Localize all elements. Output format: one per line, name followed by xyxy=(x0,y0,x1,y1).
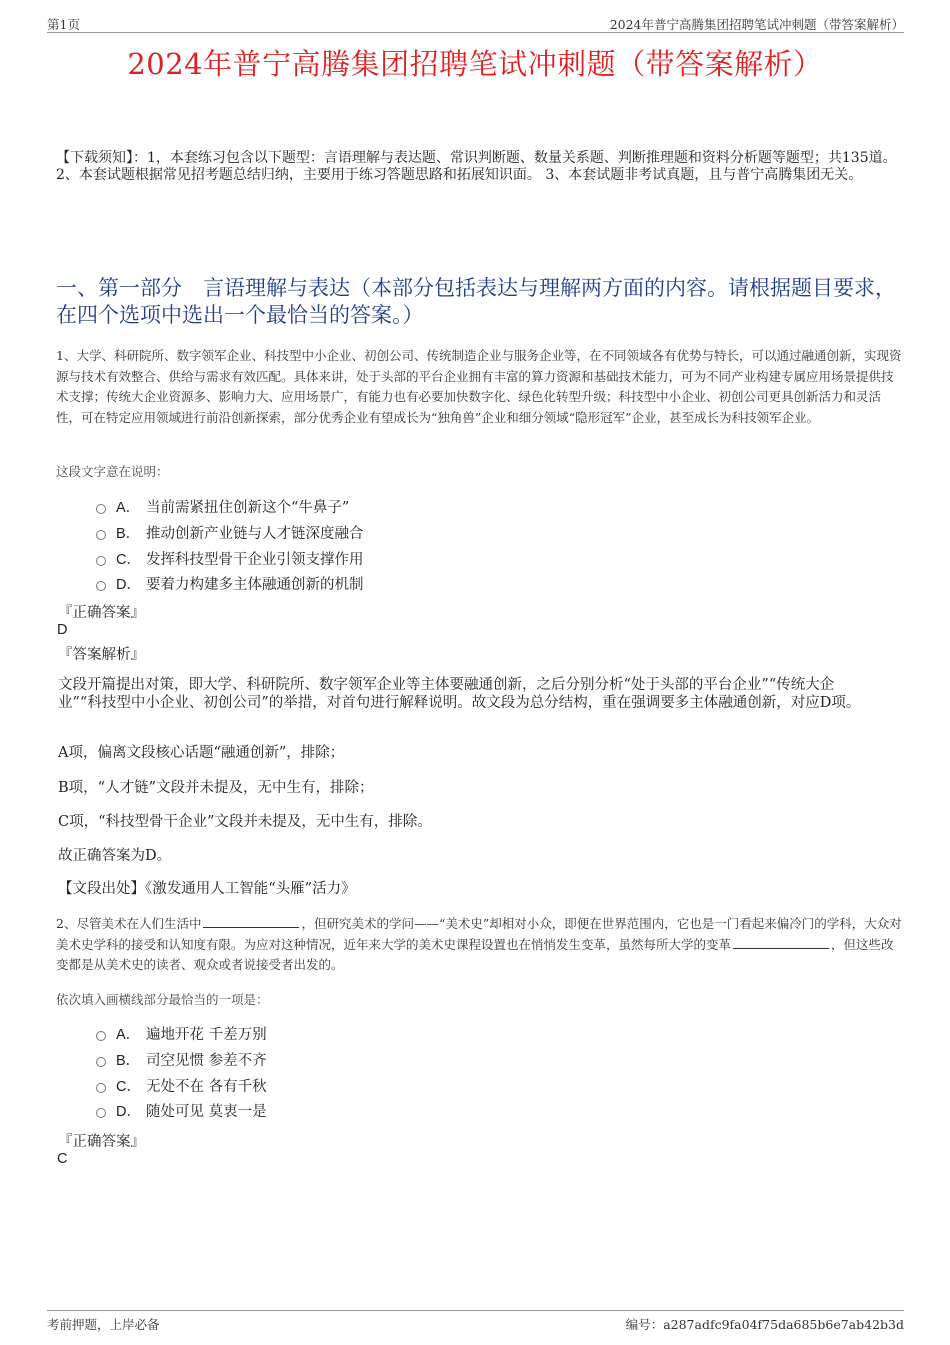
analysis-paragraph: 文段开篇提出对策，即大学、科研院所、数字领军企业等主体要融通创新，之后分别分析“处于头部的平台企业”“传统大企业”“科技型中小企业、初创公司”的举措，对首句进行解释说明。故文段为总分结构，重在强调要多主体融通创新，对应D项。 xyxy=(58,677,861,711)
option-label: C． xyxy=(116,551,141,568)
radio-icon[interactable] xyxy=(96,1057,106,1067)
option-c[interactable] xyxy=(96,1072,796,1098)
analysis-line-c: C项，“科技型骨干企业”文段并未提及，无中生有，排除。 xyxy=(58,814,432,830)
radio-icon[interactable] xyxy=(96,581,106,591)
radio-icon[interactable] xyxy=(96,504,106,514)
option-text: 司空见惯 参差不齐 xyxy=(146,1053,267,1070)
option-label: D． xyxy=(116,577,141,594)
fill-blank-1 xyxy=(203,915,299,928)
download-notice: 【下载须知】：1，本套练习包含以下题型：言语理解与表达题、常识判断题、数量关系题、判断推理题和资料分析题等题型；共135道。 2、本套试题根据常见招考题总结归纳，主要用于练习答题思路和拓展知识面。 3、本套试题非考试真题，且与普宁高腾集团无关。 xyxy=(56,150,897,183)
option-label: A． xyxy=(116,1027,141,1044)
option-d[interactable] xyxy=(96,571,796,597)
question-1-prompt: 这段文字意在说明： xyxy=(56,464,169,479)
option-c[interactable] xyxy=(96,545,796,571)
analysis-label: 『答案解析』 xyxy=(58,647,145,663)
option-d[interactable] xyxy=(96,1098,796,1124)
option-text: 推动创新产业链与人才链深度融合 xyxy=(146,526,364,543)
correct-answer: D xyxy=(57,622,68,638)
radio-icon[interactable] xyxy=(96,1031,106,1041)
option-text: 无处不在 各有千秋 xyxy=(146,1078,267,1095)
option-label: B． xyxy=(116,1053,141,1070)
option-a[interactable] xyxy=(96,1021,796,1047)
header-doc-title: 2024年普宁高腾集团招聘笔试冲刺题（带答案解析） xyxy=(609,17,904,32)
page-footer xyxy=(47,1310,904,1331)
question-2-text-part-2: ，但研究美术的学问——“美术史”却相对小众，即便在世界范围内，它也是一门看起来偏冷门的学科，大众对美术史学科的接受和认知度有限。为应对这种情况，近年来大学的美术史课程设置也在悄悄发生变革，虽然每所大学的变革 xyxy=(56,916,902,952)
question-2-text xyxy=(56,914,902,976)
radio-icon[interactable] xyxy=(96,1083,106,1093)
option-text: 随处可见 莫衷一是 xyxy=(146,1104,267,1121)
fill-blank-2 xyxy=(733,936,829,949)
radio-icon[interactable] xyxy=(96,1108,106,1118)
option-text: 遍地开花 千差万别 xyxy=(146,1027,267,1044)
option-label: A． xyxy=(116,500,141,517)
footer-slogan: 考前押题，上岸必备 xyxy=(47,1317,160,1332)
analysis-line-a: A项，偏离文段核心话题“融通创新”，排除； xyxy=(58,745,345,761)
option-text: 当前需紧扭住创新这个“牛鼻子” xyxy=(146,500,350,517)
question-2-prompt: 依次填入画横线部分最恰当的一项是： xyxy=(56,992,269,1007)
radio-icon[interactable] xyxy=(96,530,106,540)
question-2-text-part-1: 2、尽管美术在人们生活中 xyxy=(56,916,202,931)
question-2-text-part-3: ，但这些改变都是从美术史的读者、观众或者说接受者出发的。 xyxy=(56,936,894,972)
option-label: C． xyxy=(116,1078,141,1095)
section-heading: 一、第一部分 言语理解与表达（本部分包括表达与理解两方面的内容。请根据题目要求，在四个选项中选出一个最恰当的答案。） xyxy=(56,276,896,327)
analysis-line-b: B项，“人才链”文段并未提及，无中生有，排除； xyxy=(58,780,374,796)
page-number: 第1页 xyxy=(47,17,80,32)
correct-answer-label: 『正确答案』 xyxy=(58,605,145,621)
question-2-options xyxy=(96,1021,796,1124)
option-a[interactable] xyxy=(96,494,796,520)
analysis-conclusion: 故正确答案为D。 xyxy=(58,848,172,864)
correct-answer-2: C xyxy=(57,1151,68,1167)
option-b[interactable] xyxy=(96,520,796,546)
option-text: 发挥科技型骨干企业引领支撑作用 xyxy=(146,551,364,568)
option-b[interactable] xyxy=(96,1047,796,1073)
question-1-text: 1、大学、科研院所、数字领军企业、科技型中小企业、初创公司、传统制造企业与服务企业等，在不同领域各有优势与特长，可以通过融通创新，实现资源与技术有效整合、供给与需求有效匹配。具体来讲，处于头部的平台企业拥有丰富的算力资源和基础技术能力，可为不同产业构建专属应用场景提供技术支撑；传统大企业资源多、影响力大、应用场景广，有能力也有必要加快数字化、绿色化转型升级；科技型中小企业、初创公司更具创新活力和灵活性，可在特定应用领域进行前沿创新探索，部分优秀企业有望成长为“独角兽”企业和细分领域“隐形冠军”企业，甚至成长为科技领军企业。 xyxy=(56,348,902,425)
question-1-options xyxy=(96,494,796,597)
correct-answer-label-2: 『正确答案』 xyxy=(58,1134,145,1150)
radio-icon[interactable] xyxy=(96,556,106,566)
text-source: 【文段出处】《激发通用人工智能“头雁”活力》 xyxy=(58,881,356,897)
option-label: D． xyxy=(116,1104,141,1121)
page-header xyxy=(47,14,904,33)
option-text: 要着力构建多主体融通创新的机制 xyxy=(146,577,364,594)
footer-doc-id: 编号：a287adfc9fa04f75da685b6e7ab42b3d xyxy=(625,1317,904,1332)
option-label: B． xyxy=(116,526,141,543)
page-title: 2024年普宁高腾集团招聘笔试冲刺题（带答案解析） xyxy=(127,47,823,81)
